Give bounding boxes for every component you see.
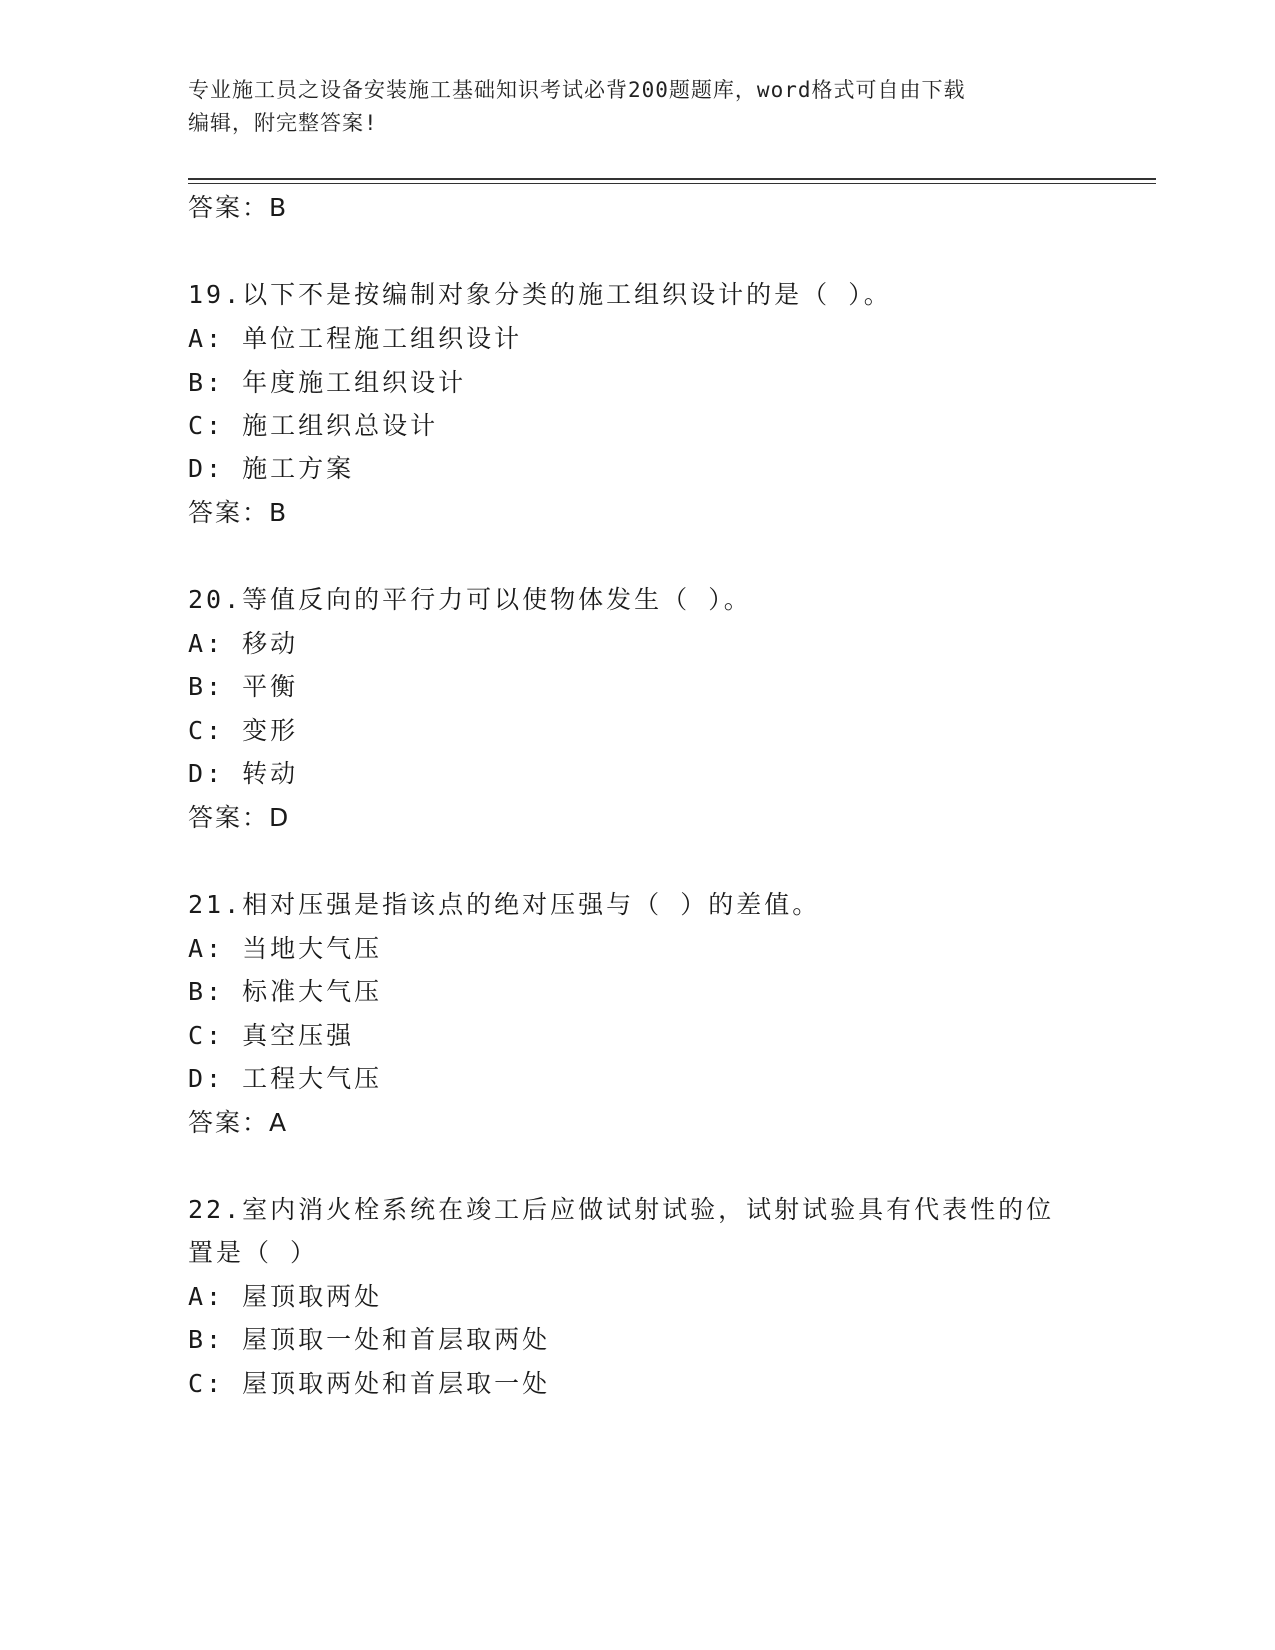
document-header [188,74,1088,140]
question-19-answer: 答案：B [188,498,289,527]
question-22-text-line-1: 22.室内消火栓系统在竣工后应做试射试验，试射试验具有代表性的位 [188,1195,1055,1224]
question-19-option-c: C: 施工组织总设计 [188,411,439,440]
question-21-option-c: C: 真空压强 [188,1021,355,1050]
question-21-option-d: D: 工程大气压 [188,1064,383,1093]
question-19-option-a: A: 单位工程施工组织设计 [188,324,523,353]
question-20-answer: 答案：D [188,803,291,832]
question-20-option-a: A: 移动 [188,629,299,658]
question-20-text: 20.等值反向的平行力可以使物体发生（ ）。 [188,585,752,614]
question-22-option-a: A: 屋顶取两处 [188,1282,383,1311]
header-divider-thin [188,183,1156,184]
question-21-answer: 答案：A [188,1108,289,1137]
question-20-option-c: C: 变形 [188,716,299,745]
header-line-1: 专业施工员之设备安装施工基础知识考试必背200题题库，word格式可自由下载 [188,78,966,102]
question-22-option-c: C: 屋顶取两处和首层取一处 [188,1369,551,1398]
question-19-text: 19.以下不是按编制对象分类的施工组织设计的是（ ）。 [188,280,892,309]
answer-previous: 答案：B [188,193,289,222]
question-19-option-d: D: 施工方案 [188,454,355,483]
question-21-option-b: B: 标准大气压 [188,977,383,1006]
header-line-2: 编辑，附完整答案! [188,111,378,135]
question-21-option-a: A: 当地大气压 [188,934,383,963]
question-20-option-b: B: 平衡 [188,672,299,701]
question-22-option-b: B: 屋顶取一处和首层取两处 [188,1325,551,1354]
question-22-text-line-2: 置是（ ） [188,1238,319,1267]
question-19-option-b: B: 年度施工组织设计 [188,368,467,397]
question-21-text: 21.相对压强是指该点的绝对压强与（ ）的差值。 [188,890,821,919]
question-20-option-d: D: 转动 [188,759,299,788]
header-divider [188,178,1156,180]
